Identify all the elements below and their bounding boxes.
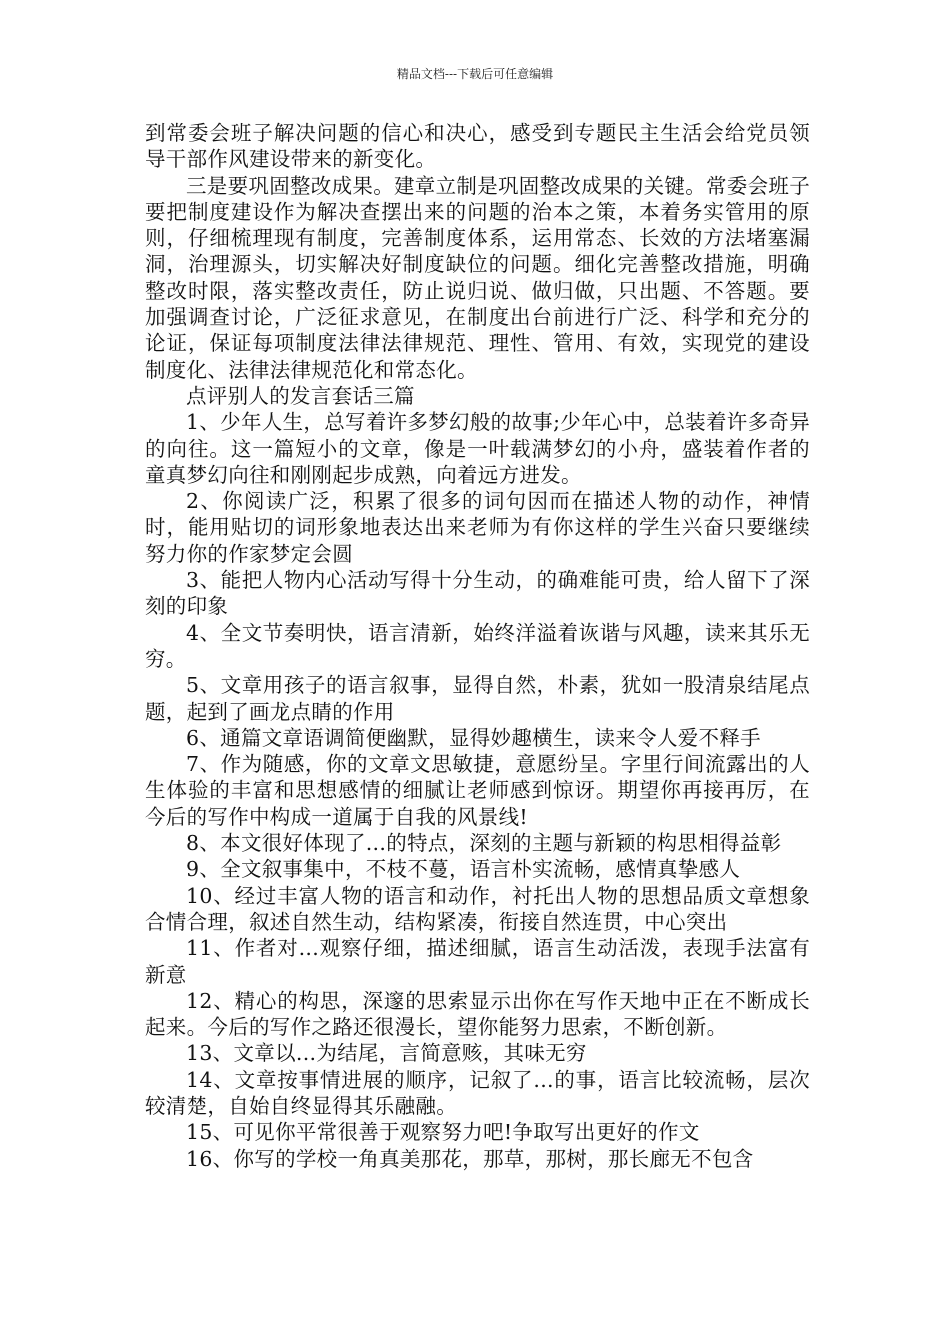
list-item: 2、你阅读广泛，积累了很多的词句因而在描述人物的动作，神情时，能用贴切的词形象地表达出来老师为有你这样的学生兴奋只要继续努力你的作家梦定会圆 bbox=[145, 489, 810, 566]
list-item: 12、精心的构思，深邃的思索显示出你在写作天地中正在不断成长起来。今后的写作之路还很漫长，望你能努力思索，不断创新。 bbox=[145, 988, 810, 1040]
list-item: 3、能把人物内心活动写得十分生动，的确难能可贵，给人留下了深刻的印象 bbox=[145, 568, 810, 619]
list-item: 5、文章用孩子的语言叙事，显得自然，朴素，犹如一股清泉结尾点题，起到了画龙点睛的作用 bbox=[145, 673, 810, 724]
paragraph: 三是要巩固整改成果。建章立制是巩固整改成果的关键。常委会班子要把制度建设作为解决查摆出来的问题的治本之策，本着务实管用的原则，仔细梳理现有制度，完善制度体系，运用常态、长效的方法堵塞漏洞，治理源头，切实解决好制度缺位的问题。细化完善整改措施，明确整改时限，落实整改责任，防止说归说、做归做，只出题、不答题。要加强调查讨论，广泛征求意见，在制度出台前进行广泛、科学和充分的论证，保证每项制度法律法律规范、理性、管用、有效，实现党的建设制度化、法律法律规范化和常态化。 bbox=[145, 173, 810, 382]
list-item: 8、本文很好体现了...的特点，深刻的主题与新颖的构思相得益彰 bbox=[186, 831, 782, 856]
list-item: 4、全文节奏明快，语言清新，始终洋溢着诙谐与风趣，读来其乐无穷。 bbox=[145, 620, 810, 671]
list-item: 15、可见你平常很善于观察努力吧!争取写出更好的作文 bbox=[186, 1120, 700, 1145]
page-header: 精品文档---下载后可任意编辑 bbox=[396, 67, 554, 81]
list-item: 13、文章以...为结尾，言简意赅，其味无穷 bbox=[186, 1041, 587, 1066]
list-item: 11、作者对...观察仔细，描述细腻，语言生动活泼，表现手法富有新意 bbox=[145, 936, 810, 987]
section-heading: 点评别人的发言套话三篇 bbox=[186, 383, 415, 408]
list-item: 9、全文叙事集中，不枝不蔓，语言朴实流畅，感情真挚感人 bbox=[186, 857, 741, 882]
list-item: 16、你写的学校一角真美那花，那草，那树，那长廊无不包含 bbox=[186, 1146, 754, 1171]
paragraph: 到常委会班子解决问题的信心和决心，感受到专题民主生活会给党员领导干部作风建设带来的新变化。 bbox=[145, 121, 810, 172]
list-item: 10、经过丰富人物的语言和动作，衬托出人物的思想品质文章想象合情合理，叙述自然生动，结构紧凑，衔接自然连贯，中心突出 bbox=[145, 883, 810, 934]
list-item: 6、通篇文章语调简便幽默，显得妙趣横生，读来令人爱不释手 bbox=[186, 725, 761, 750]
list-item: 14、文章按事情进展的顺序，记叙了...的事，语言比较流畅，层次较清楚，自始自终显得其乐融融。 bbox=[145, 1067, 810, 1118]
list-item: 7、作为随感，你的文章文思敏捷，意愿纷呈。字里行间流露出的人生体验的丰富和思想感情的细腻让老师感到惊讶。期望你再接再厉，在今后的写作中构成一道属于自我的风景线! bbox=[145, 752, 810, 829]
document-body bbox=[145, 120, 810, 1172]
list-item: 1、少年人生，总写着许多梦幻般的故事;少年心中，总装着许多奇异的向往。这一篇短小的文章，像是一叶载满梦幻的小舟，盛装着作者的童真梦幻向往和刚刚起步成熟，向着远方进发。 bbox=[145, 410, 810, 487]
